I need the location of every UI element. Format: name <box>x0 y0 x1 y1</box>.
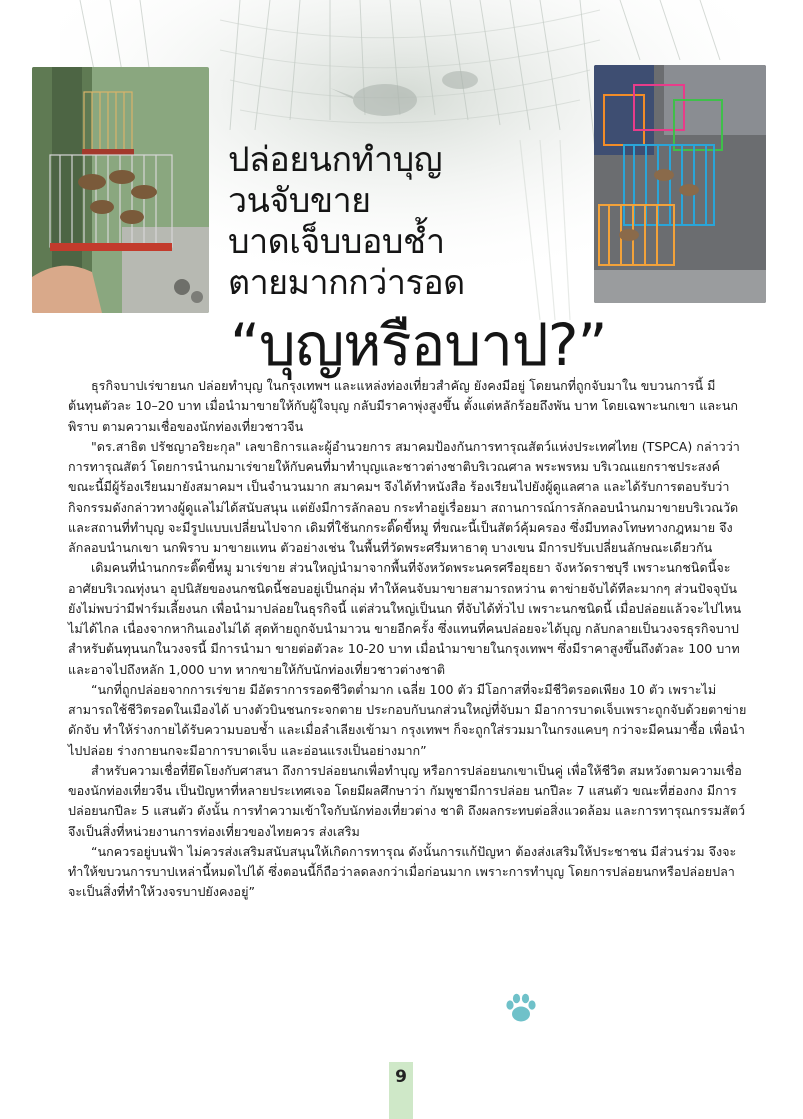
headline-line-3: บาดเจ็บบอบช้ำ <box>228 222 445 262</box>
headline-line-1: ปล่อยนกทำบุญ <box>228 140 443 180</box>
article-paragraph-2: "ดร.สาธิต ปรัชญาอริยะกุล" เลขาธิการและผู้อำนวยการ สมาคมป้องกันการทารุณสัตว์แห่งประเทศไทย (TSPCA) กล่าวว่า การทารุณสัตว์ โดยการนำนกมาเร่ขายให้กับคนที่มาทำบุญและชาวต่างชาติบริเวณศาล พระพรหม บริเวณแยกราชประสงค์ ขณะนี้มีผู้ร้องเรียนมายังสมาคมฯ เป็นจำนวนมาก สมาคมฯ จึงได้ทำหนังสือ ร้องเรียนไปยังผู้ดูแลศาล และได้รับการตอบรับว่า กิจกรรมดังกล่าวทางผู้ดูแลไม่ได้สนับสนุน แต่ยังมีการลักลอบ กระทำอยู่เรื่อยมา สถานการณ์การลักลอบนำนกมาขายบริเวณวัด และสถานที่ทำบุญ จะมีรูปแบบเปลี่ยนไปจาก เดิมที่ใช้นกกระติ๊ดขี้หมู ที่ขณะนี้เป็นสัตว์คุ้มครอง ซึ่งมีบทลงโทษทางกฎหมาย จึงลักลอบนำนกเขา นกพิราบ มาขายแทน ตัวอย่างเช่น ในพื้นที่วัดพระศรีมหาธาตุ บางเขน มีการปรับเปลี่ยนลักษณะเดียวกัน <box>68 438 740 555</box>
birdcage-photo-left <box>32 67 209 313</box>
article-paragraph-6: “นกควรอยู่บนฟ้า ไม่ควรส่งเสริมสนับสนุนให้เกิดการทารุณ ดังนั้นการแก้ปัญหา ต้องส่งเสริมให้ประชาชน มีส่วนร่วม จึงจะทำให้ขบวนการบาปเหล่านี้หมดไปได้ ซึ่งตอนนี้ก็ถือว่าลดลงกว่าเมื่อก่อนมาก เพราะการทำบุญ โดยการปล่อยนกหรือปล่อยปลา จะเป็นสิ่งที่ทำให้วงจรบาปยังคงอยู่” <box>68 843 737 900</box>
article-paragraph-3: เดิมคนที่นำนกกระติ๊ดขี้หมู มาเร่ขาย ส่วนใหญ่นำมาจากพื้นที่จังหวัดพระนครศรีอยุธยา จังหวัดราชบุรี เพราะนกชนิดนี้จะอาศัยบริเวณทุ่งนา อุปนิสัยของนกชนิดนี้ชอบอยู่เป็นกลุ่ม ทำให้คนจับมาขายสามารถหว่าน ตาข่ายจับได้ทีละมากๆ ส่วนปัจจุบันยังไม่พบว่ามีฟาร์มเลี้ยงนก เพื่อนำมาปล่อยในธุรกิจนี้ แต่ส่วนใหญ่เป็นนก ที่จับได้ทั่วไป เพราะนกชนิดนี้ เมื่อปล่อยแล้วจะไปไหนไม่ได้ไกล เนื่องจากหากินเองไม่ได้ สุดท้ายถูกจับนำมาวน ขายอีกครั้ง ซึ่งแทนที่คนปล่อยจะได้บุญ กลับกลายเป็นวงจรธุรกิจบาป สำหรับต้นทุนนกในวงจรนี้ มีการนำมา ขายต่อตัวละ 10-20 บาท เมื่อนำมาขายในกรุงเทพฯ ซึ่งมีราคาสูงขึ้นถึงตัวละ 100 บาท และอาจไปถึงหลัก 1,000 บาท หากขายให้กับนักท่องเที่ยวชาวต่างชาติ <box>68 560 742 677</box>
birdcage-photo-right <box>594 65 766 303</box>
headline <box>228 140 588 304</box>
paw-print-icon <box>503 990 539 1026</box>
article-paragraph-1: ธุรกิจบาปเร่ขายนก ปล่อยทำบุญ ในกรุงเทพฯ และแหล่งท่องเที่ยวสำคัญ ยังคงมีอยู่ โดยนกที่ถูกจับมาใน ขบวนการนี้ มีต้นทุนตัวละ 10–20 บาท เมื่อนำมาขายให้กับผู้ใจบุญ กลับมีราคาพุ่งสูงขึ้น ตั้งแต่หลักร้อยถึงพัน บาท โดยเฉพาะนกเขา และนกพิราบ ตามความเชื่อของนักท่องเที่ยวชาวจีน <box>68 378 739 434</box>
article-paragraph-4: “นกที่ถูกปล่อยจากการเร่ขาย มีอัตราการรอดชีวิตต่ำมาก เฉลี่ย 100 ตัว มีโอกาสที่จะมีชีวิตรอดเพียง 10 ตัว เพราะไม่สามารถใช้ชีวิตรอดในเมืองได้ บางตัวบินชนกระจกตาย ประกอบกับนกส่วนใหญ่ที่จับมา มีอาการบาดเจ็บเพราะถูกจับด้วยตาข่ายดักจับ ทำให้ร่างกายได้รับความบอบช้ำ และเมื่อลำเลียงเข้ามา กรุงเทพฯ ก็จะถูกใส่รวมมาในกรงแคบๆ กว่าจะมีคนมาซื้อ เพื่อนำไปปล่อย ร่างกายนกจะมีอาการบาดเจ็บ และอ่อนแรงเป็นอย่างมาก” <box>68 681 747 758</box>
page-number: 9 <box>395 1067 407 1087</box>
headline-line-4: ตายมากกว่ารอด <box>228 263 465 303</box>
headline-emphasis: “บุญหรือบาป?” <box>230 311 607 379</box>
article-paragraph-5: สำหรับความเชื่อที่ยึดโยงกับศาสนา ถึงการปล่อยนกเพื่อทำบุญ หรือการปล่อยนกเขาเป็นคู่ เพื่อให้ชีวิต สมหวังตามความเชื่อของนักท่องเที่ยวจีน เป็นปัญหาที่หลายประเทศเจอ โดยมีผลศึกษาว่า กัมพูชามีการปล่อย นกปีละ 7 แสนตัว ขณะที่ฮ่องกง มีการปล่อยนกปีละ 5 แสนตัว ดังนั้น การทำความเข้าใจกับนักท่องเที่ยวต่าง ชาติ ถึงผลกระทบต่อสิ่งแวดล้อม และการทารุณกรรมสัตว์ จึงเป็นสิ่งที่หน่วยงานการท่องเที่ยวของไทยควร ส่งเสริม <box>68 762 746 839</box>
headline-line-2: วนจับขาย <box>228 181 371 221</box>
article-body <box>68 376 748 903</box>
